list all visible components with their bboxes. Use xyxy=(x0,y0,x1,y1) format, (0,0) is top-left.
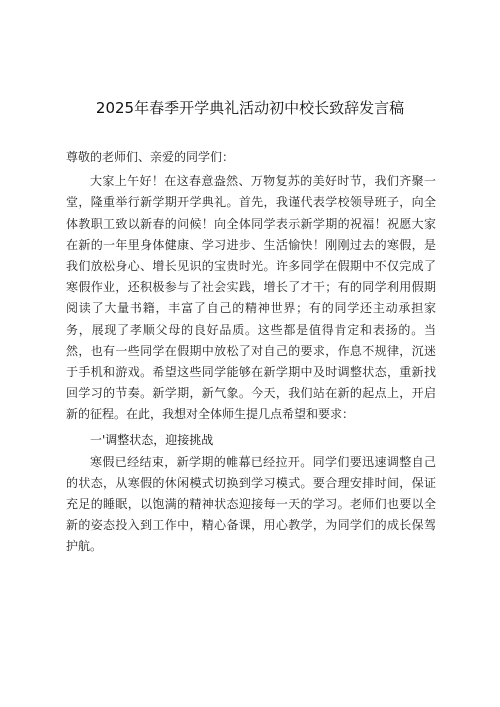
paragraph-section-1: 寒假已经结束，新学期的帷幕已经拉开。同学们要迅速调整自己的状态，从寒假的休闲模式切换到学习模式。要合理安排时间，保证充足的睡眠，以饱满的精神状态迎接每一天的学习。老师们也要以全新的姿态投入到工作中，精心备课，用心教学，为同学们的成长保驾护航。 xyxy=(66,454,436,554)
document-body xyxy=(66,147,436,558)
document-title: 2025年春季开学典礼活动初中校长致辞发言稿 xyxy=(95,99,405,117)
paragraph-opening: 大家上午好！在这春意盎然、万物复苏的美好时节，我们齐聚一堂，隆重举行新学期开学典礼。首先，我谨代表学校领导班子，向全体教职工致以新春的问候！向全体同学表示新学期的祝福！祝愿大家在新的一年里身体健康、学习进步、生活愉快！刚刚过去的寒假，是我们放松身心、增长见识的宝贵时光。许多同学在假期中不仅完成了寒假作业，还积极参与了社会实践，增长了才干；有的同学利用假期阅读了大量书籍，丰富了自己的精神世界；有的同学还主动承担家务，展现了孝顺父母的良好品质。这些都是值得肯定和表扬的。当然，也有一些同学在假期中放松了对自己的要求，作息不规律，沉迷于手机和游戏。希望这些同学能够在新学期中及时调整状态，重新找回学习的节奏。新学期，新气象。今天，我们站在新的起点上，开启新的征程。在此，我想对全体师生提几点希望和要求： xyxy=(66,174,436,422)
salutation: 尊敬的老师们、亲爱的同学们： xyxy=(66,150,235,164)
section-heading-1: 一'调整状态，迎接挑战 xyxy=(90,432,214,447)
